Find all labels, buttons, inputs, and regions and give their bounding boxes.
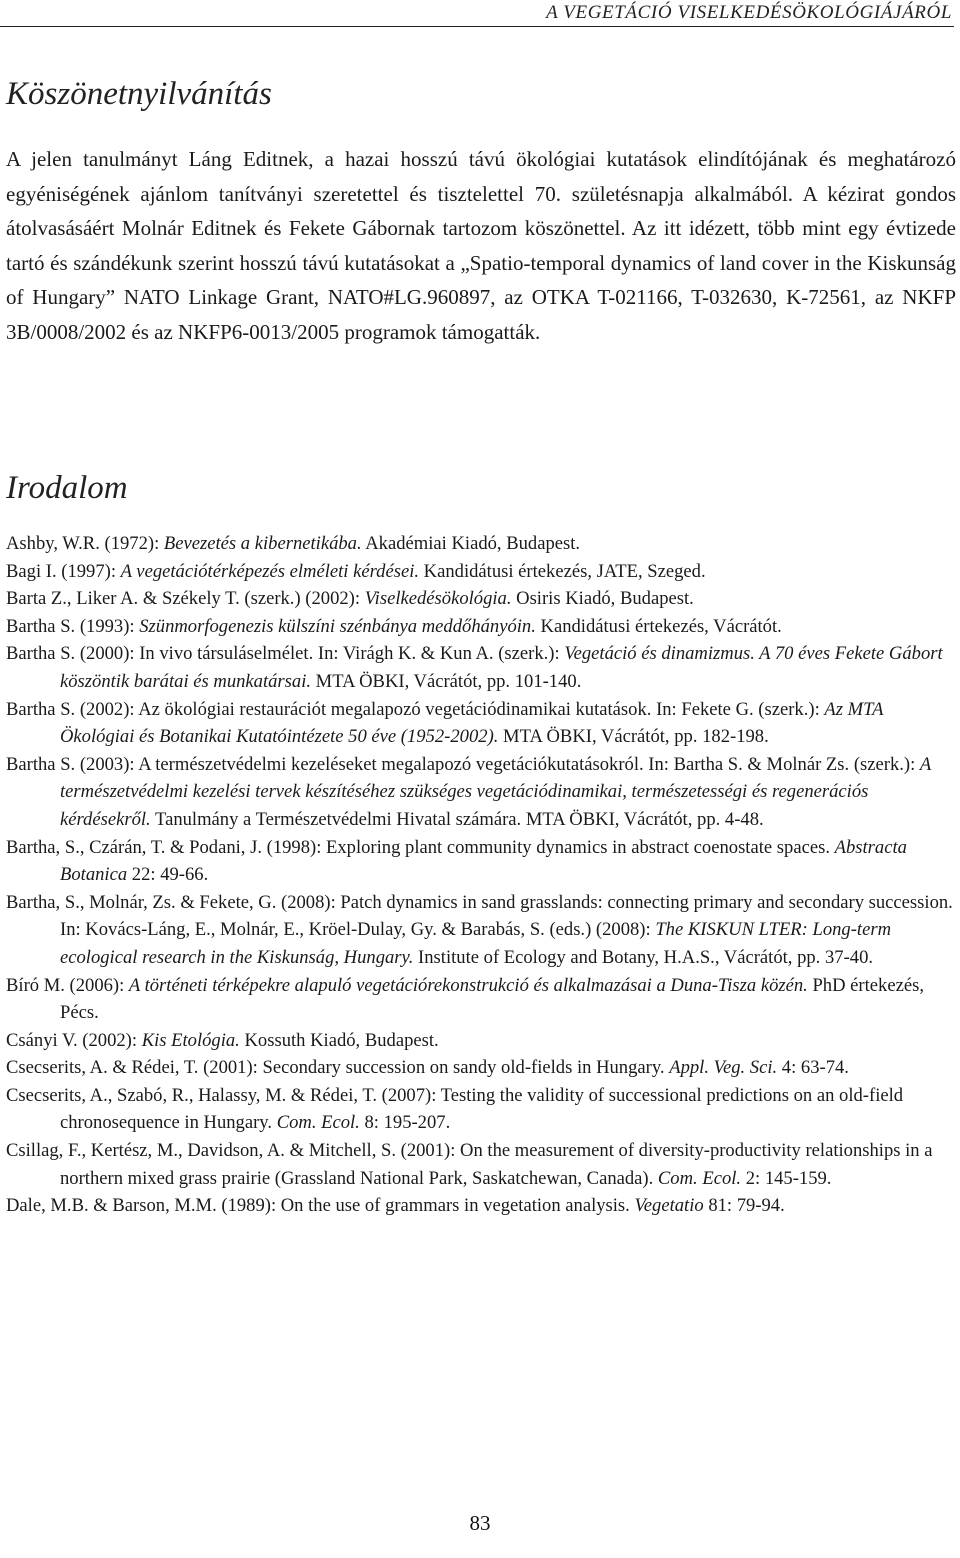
reference-details: Kandidátusi értekezés, JATE, Szeged. — [419, 560, 706, 582]
running-head-title: A VEGETÁCIÓ VISELKEDÉSÖKOLÓGIÁJÁRÓL — [540, 2, 952, 24]
reference-entry — [6, 751, 956, 834]
reference-details: MTA ÖBKI, Vácrátót, pp. 182-198. — [498, 726, 769, 748]
reference-entry — [6, 972, 956, 1027]
reference-details: Institute of Ecology and Botany, H.A.S., Vácrátót, pp. 37-40. — [413, 946, 874, 968]
reference-authors: Ashby, W.R. (1972): — [6, 533, 164, 554]
reference-title: Az MTA Ökológiai és Botanikai Kutatóintézete 50 éve (1952-2002). — [60, 698, 884, 748]
reference-entry — [6, 640, 956, 695]
reference-details: 81: 79-94. — [703, 1195, 785, 1217]
reference-authors: Bartha, S., Czárán, T. & Podani, J. (1998): Exploring plant community dynamics in abstract coenostate spaces. — [6, 836, 835, 858]
references-heading: Irodalom — [6, 470, 128, 506]
reference-entry — [6, 889, 956, 972]
reference-details: 4: 63-74. — [777, 1057, 849, 1079]
reference-title: Abstracta Botanica — [60, 836, 907, 886]
reference-title: Vegetatio — [634, 1195, 704, 1217]
reference-title: Kis Etológia. — [141, 1029, 240, 1051]
reference-entry — [6, 558, 956, 586]
reference-list — [6, 530, 956, 1220]
reference-details: Tanulmány a Természetvédelmi Hivatal számára. MTA ÖBKI, Vácrátót, pp. 4-48. — [150, 808, 764, 830]
reference-authors: Csányi V. (2002): — [6, 1029, 142, 1051]
reference-authors: Bíró M. (2006): — [6, 974, 129, 996]
reference-authors: Bartha S. (2002): Az ökológiai restaurációt megalapozó vegetációdinamikai kutatások. In: Fekete G. (szerk.): — [6, 698, 825, 720]
reference-title: Com. Ecol. — [657, 1167, 742, 1189]
reference-details: Osiris Kiadó, Budapest. — [511, 588, 694, 610]
reference-authors: Csecserits, A., Szabó, R., Halassy, M. & Rédei, T. (2007): Testing the validity of successional predictions on an old-field chronosequence in Hungary. — [6, 1084, 904, 1134]
reference-entry — [6, 1192, 956, 1220]
reference-entry — [6, 1137, 956, 1192]
reference-details: 22: 49-66. — [127, 864, 209, 886]
reference-title: A történeti térképekre alapuló vegetációrekonstrukció és alkalmazásai a Duna-Tisza közén. — [128, 974, 808, 996]
reference-authors: Barta Z., Liker A. & Székely T. (szerk.) (2002): — [6, 588, 365, 610]
reference-authors: Csillag, F., Kertész, M., Davidson, A. & Mitchell, S. (2001): On the measurement of diversity-productivity relationships in a northern mixed grass prairie (Grassland National Park, Saskatchewan, Canada). — [6, 1140, 933, 1189]
reference-title: A vegetációtérképezés elméleti kérdései. — [120, 560, 420, 582]
reference-details: PhD értekezés, Pécs. — [60, 974, 924, 1024]
reference-authors: Bartha S. (2003): A természetvédelmi kezeléseket megalapozó vegetációkutatásokról. In: Bartha S. & Molnár Zs. (szerk.): — [6, 753, 920, 775]
reference-entry — [6, 613, 956, 641]
reference-details: Kossuth Kiadó, Budapest. — [239, 1029, 439, 1051]
reference-title: Com. Ecol. — [276, 1112, 360, 1134]
reference-authors: Dale, M.B. & Barson, M.M. (1989): On the use of grammars in vegetation analysis. — [6, 1195, 635, 1217]
reference-entry — [6, 1027, 956, 1055]
reference-title: Appl. Veg. Sci. — [669, 1057, 778, 1079]
reference-authors: Bartha, S., Molnár, Zs. & Fekete, G. (2008): Patch dynamics in sand grasslands: connecting primary and secondary succession. In: Kovács-Láng, E., Molnár, E., Kröel-Dulay, Gy. & Barabás, S. (eds.) (2008): — [6, 891, 953, 941]
running-head — [0, 2, 960, 34]
reference-authors: Bartha S. (1993): — [6, 615, 140, 637]
reference-authors: Bartha S. (2000): In vivo társuláselmélet. In: Virágh K. & Kun A. (szerk.): — [6, 643, 565, 665]
reference-title: The KISKUN LTER: Long-term ecological research in the Kiskunság, Hungary. — [60, 919, 891, 968]
header-rule — [0, 26, 954, 27]
reference-entry — [6, 1054, 956, 1082]
reference-title: Viselkedésökológia. — [364, 588, 512, 610]
reference-title: Vegetáció és dinamizmus. A 70 éves Fekete Gábort köszöntik barátai és munkatársai. — [60, 643, 943, 692]
reference-authors: Bagi I. (1997): — [6, 560, 121, 582]
reference-authors: Csecserits, A. & Rédei, T. (2001): Secondary succession on sandy old-fields in Hungary. — [6, 1057, 670, 1079]
acknowledgements-heading: Köszönetnyilvánítás — [6, 76, 272, 112]
reference-details: 2: 145-159. — [741, 1167, 832, 1189]
page-number: 83 — [469, 1511, 491, 1535]
reference-details: Kandidátusi értekezés, Vácrátót. — [535, 615, 782, 637]
reference-details: MTA ÖBKI, Vácrátót, pp. 101-140. — [311, 670, 582, 692]
acknowledgements-paragraph: A jelen tanulmányt Láng Editnek, a hazai hosszú távú ökológiai kutatások elindítójának és meghatározó egyéniségének ajánlom tanítványi szeretettel és tisztelettel 70. születésnapja alkalmából. A kézirat gondos átolvasásáért Molnár Editnek és Fekete Gábornak tartozom köszönettel. Az itt idézett, több mint egy évtizede tartó és szándékunk szerint hosszú távú kutatásokat a „Spatio-temporal dynamics of land cover in the Kiskunság of Hungary” NATO Linkage Grant, NATO#LG.960897, az OTKA T-021166, T-032630, K-72561, az NKFP 3B/0008/2002 és az NKFP6-0013/2005 programok támogatták. — [6, 147, 956, 344]
reference-title: Bevezetés a kibernetikába. — [163, 533, 362, 554]
reference-entry — [6, 530, 956, 558]
reference-entry — [6, 585, 956, 613]
reference-details: 8: 195-207. — [359, 1112, 451, 1134]
reference-title: A természetvédelmi kezelési tervek készítéséhez szükséges vegetációdinamikai, természetességi és regenerációs kérdésekről. — [60, 753, 931, 830]
reference-details: Akadémiai Kiadó, Budapest. — [361, 533, 581, 554]
reference-entry — [6, 834, 956, 889]
reference-title: Szünmorfogenezis külszíni szénbánya meddőhányóin. — [139, 615, 536, 637]
reference-entry — [6, 696, 956, 751]
reference-entry — [6, 1082, 956, 1137]
